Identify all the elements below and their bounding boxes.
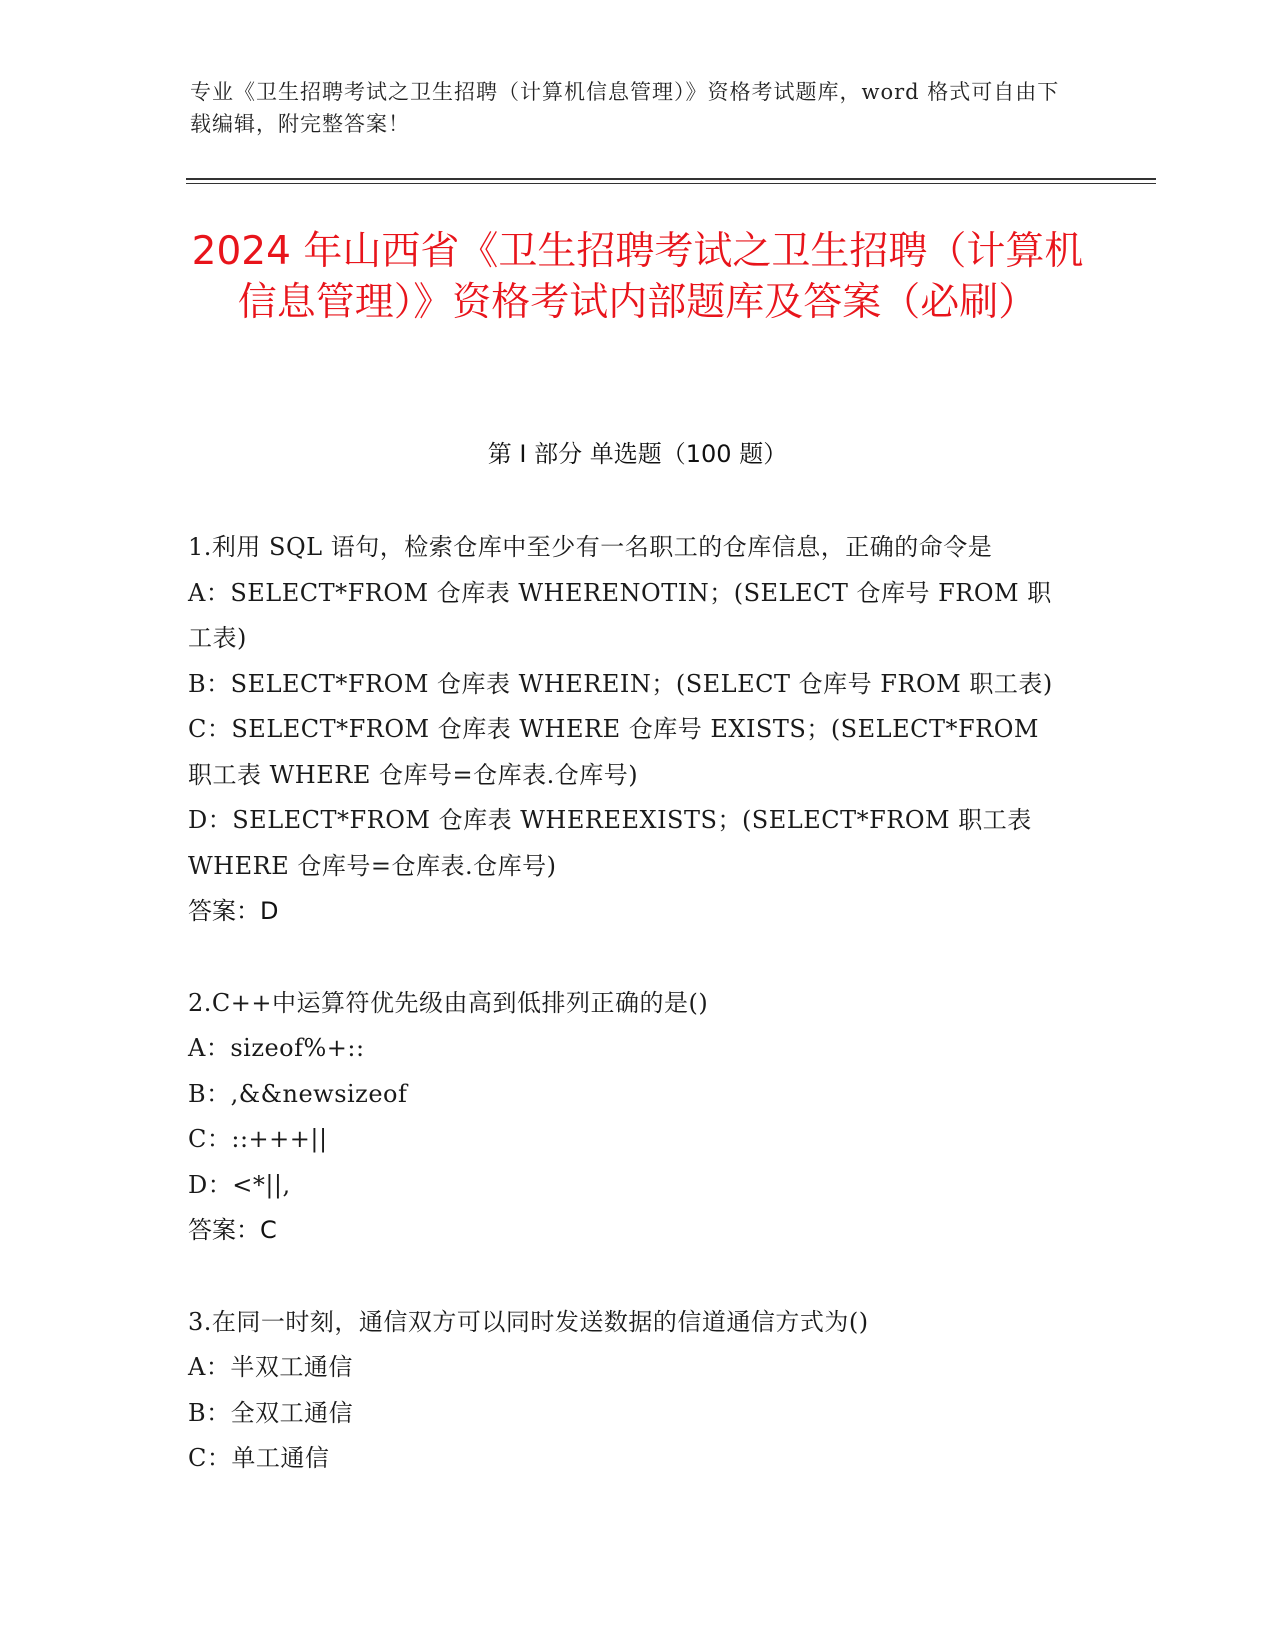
option-b: B：,&&newsizeof	[188, 1079, 408, 1108]
header-rule	[186, 178, 1156, 180]
question-stem: 2.C++中运算符优先级由高到低排列正确的是()	[188, 988, 709, 1017]
option-c: C：SELECT*FROM 仓库表 WHERE 仓库号 EXISTS；(SELECT*FROM 职工表 WHERE 仓库号=仓库表.仓库号)	[188, 715, 1039, 789]
answer: 答案：D	[188, 897, 279, 925]
section-heading: 第 I 部分 单选题（100 题）	[487, 440, 788, 468]
option-d: D：<*||,	[188, 1170, 291, 1199]
header-rule-thin	[186, 183, 1156, 184]
question-2	[188, 981, 1068, 1254]
question-stem: 3.在同一时刻，通信双方可以同时发送数据的信道通信方式为()	[188, 1307, 869, 1336]
option-c: C：单工通信	[188, 1444, 330, 1472]
document-title: 2024 年山西省《卫生招聘考试之卫生招聘（计算机信息管理）》资格考试内部题库及答案（必刷）	[191, 229, 1084, 325]
answer: 答案：C	[188, 1216, 277, 1244]
option-c: C：::+++||	[188, 1125, 328, 1153]
option-d: D：SELECT*FROM 仓库表 WHEREEXISTS；(SELECT*FROM 职工表 WHERE 仓库号=仓库表.仓库号)	[188, 806, 1032, 880]
question-1	[188, 525, 1068, 935]
question-list	[188, 525, 1068, 1528]
option-b: B：全双工通信	[188, 1398, 354, 1427]
question-3	[188, 1300, 1068, 1482]
option-a: A：SELECT*FROM 仓库表 WHERENOTIN；(SELECT 仓库号 FROM 职工表)	[188, 578, 1052, 652]
option-a: A：半双工通信	[188, 1353, 353, 1381]
question-stem: 1.利用 SQL 语句，检索仓库中至少有一名职工的仓库信息，正确的命令是	[188, 533, 993, 561]
option-a: A：sizeof%+::	[188, 1034, 365, 1062]
option-b: B：SELECT*FROM 仓库表 WHEREIN；(SELECT 仓库号 FROM 职工表)	[188, 669, 1053, 698]
header-note: 专业《卫生招聘考试之卫生招聘（计算机信息管理）》资格考试题库，word 格式可自由下载编辑，附完整答案！	[190, 80, 1060, 136]
